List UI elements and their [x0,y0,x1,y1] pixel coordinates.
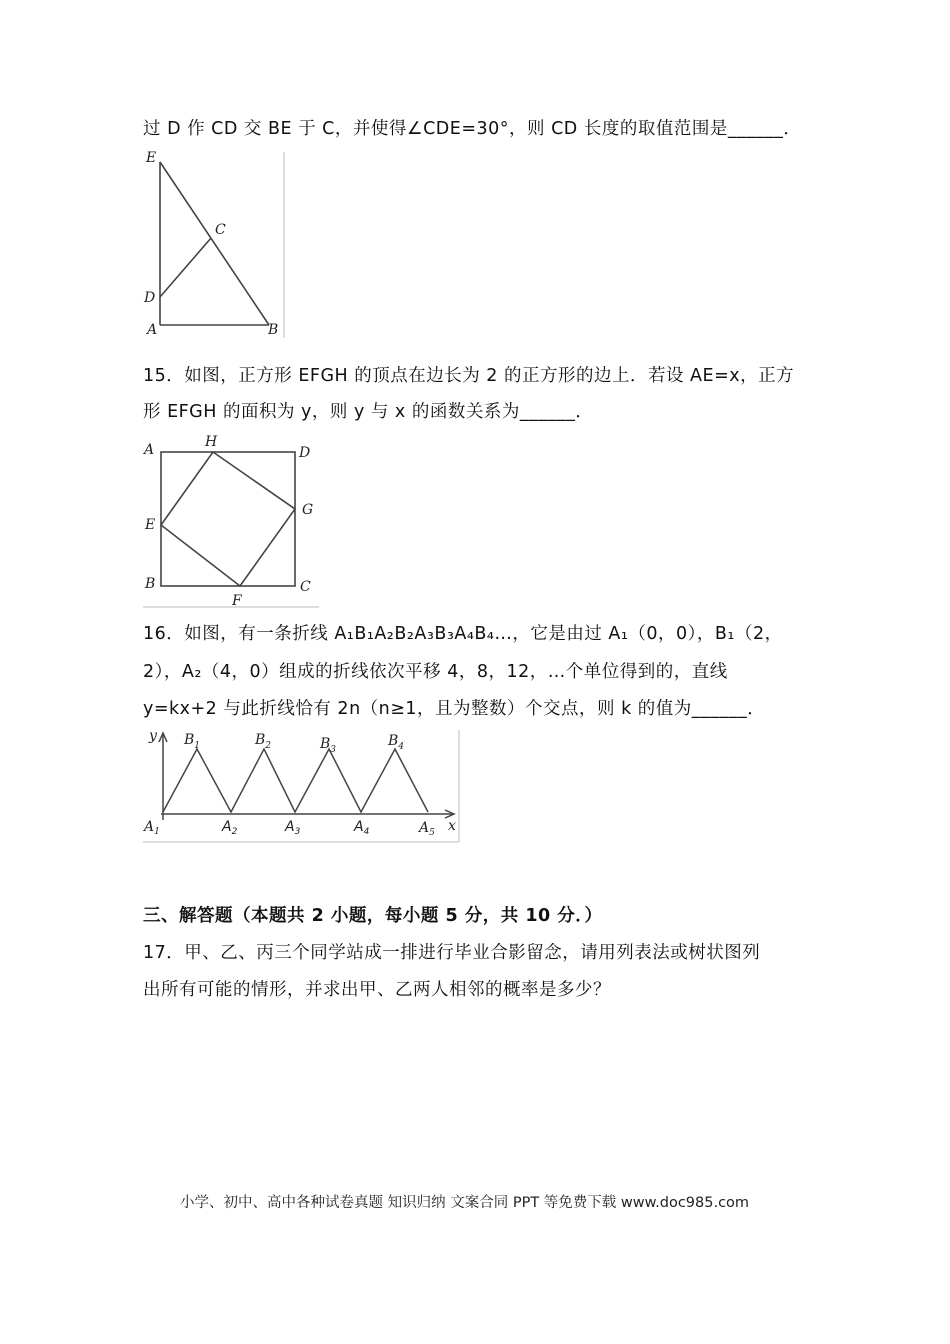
label-a2: $A_2$ [222,819,238,837]
section-3-heading: 三、解答题（本题共 2 小题，每小题 5 分，共 10 分．） [143,906,603,926]
label-b3: $B_3$ [320,736,337,755]
label-a3: $A_3$ [285,819,301,837]
label-g: G [302,502,314,518]
label-a4: $A_4$ [354,819,370,837]
label-a: A [147,322,158,338]
q17-line2: 出所有可能的情形，并求出甲、乙两人相邻的概率是多少？ [143,980,611,1000]
label-e: E [145,517,156,533]
q16-line1: 16．如图，有一条折线 A₁B₁A₂B₂A₃B₃A₄B₄…，它是由过 A₁（0，0），B₁（2， [143,624,783,644]
label-b: B [268,322,279,338]
label-x: x [448,818,456,834]
label-d: D [299,445,311,461]
label-d: D [144,290,156,306]
label-b4: $B_4$ [388,733,405,752]
label-c: C [215,222,226,238]
label-b: B [145,576,156,592]
q15-figure [143,430,323,610]
label-a5: $A_5$ [419,820,435,838]
segment-dc [160,238,211,297]
label-c: C [300,579,311,595]
q15-line2: 形 EFGH 的面积为 y，则 y 与 x 的函数关系为______． [143,402,594,422]
label-a1: $A_1$ [144,819,160,837]
q15-line1: 15．如图，正方形 EFGH 的顶点在边长为 2 的正方形的边上．若设 AE=x，正方 [143,366,795,386]
outer-square-abcd [161,452,295,586]
q16-figure [143,728,463,844]
label-f: F [232,593,242,609]
q14-figure [143,148,288,340]
zigzag-polyline [163,749,428,812]
label-b1: $B_1$ [184,732,201,751]
segment-eb [160,162,269,325]
q17-line1: 17．甲、乙、丙三个同学站成一排进行毕业合影留念，请用列表法或树状图列 [143,943,761,963]
q16-line2: 2），A₂（4，0）组成的折线依次平移 4，8，12，…个单位得到的，直线 [143,662,728,682]
page-footer: 小学、初中、高中各种试卷真题 知识归纳 文案合同 PPT 等免费下载 www.doc985.com [180,1195,750,1211]
inner-square-efgh [161,452,295,586]
label-a: A [144,442,155,458]
label-y: y [149,728,157,744]
q16-line3: y=kx+2 与此折线恰有 2n（n≥1，且为整数）个交点，则 k 的值为______． [143,699,766,719]
label-e: E [146,150,157,166]
label-b2: $B_2$ [255,732,272,751]
label-h: H [205,434,218,450]
q14-text: 过 D 作 CD 交 BE 于 C，并使得∠CDE=30°，则 CD 长度的取值范围是______． [143,119,802,139]
